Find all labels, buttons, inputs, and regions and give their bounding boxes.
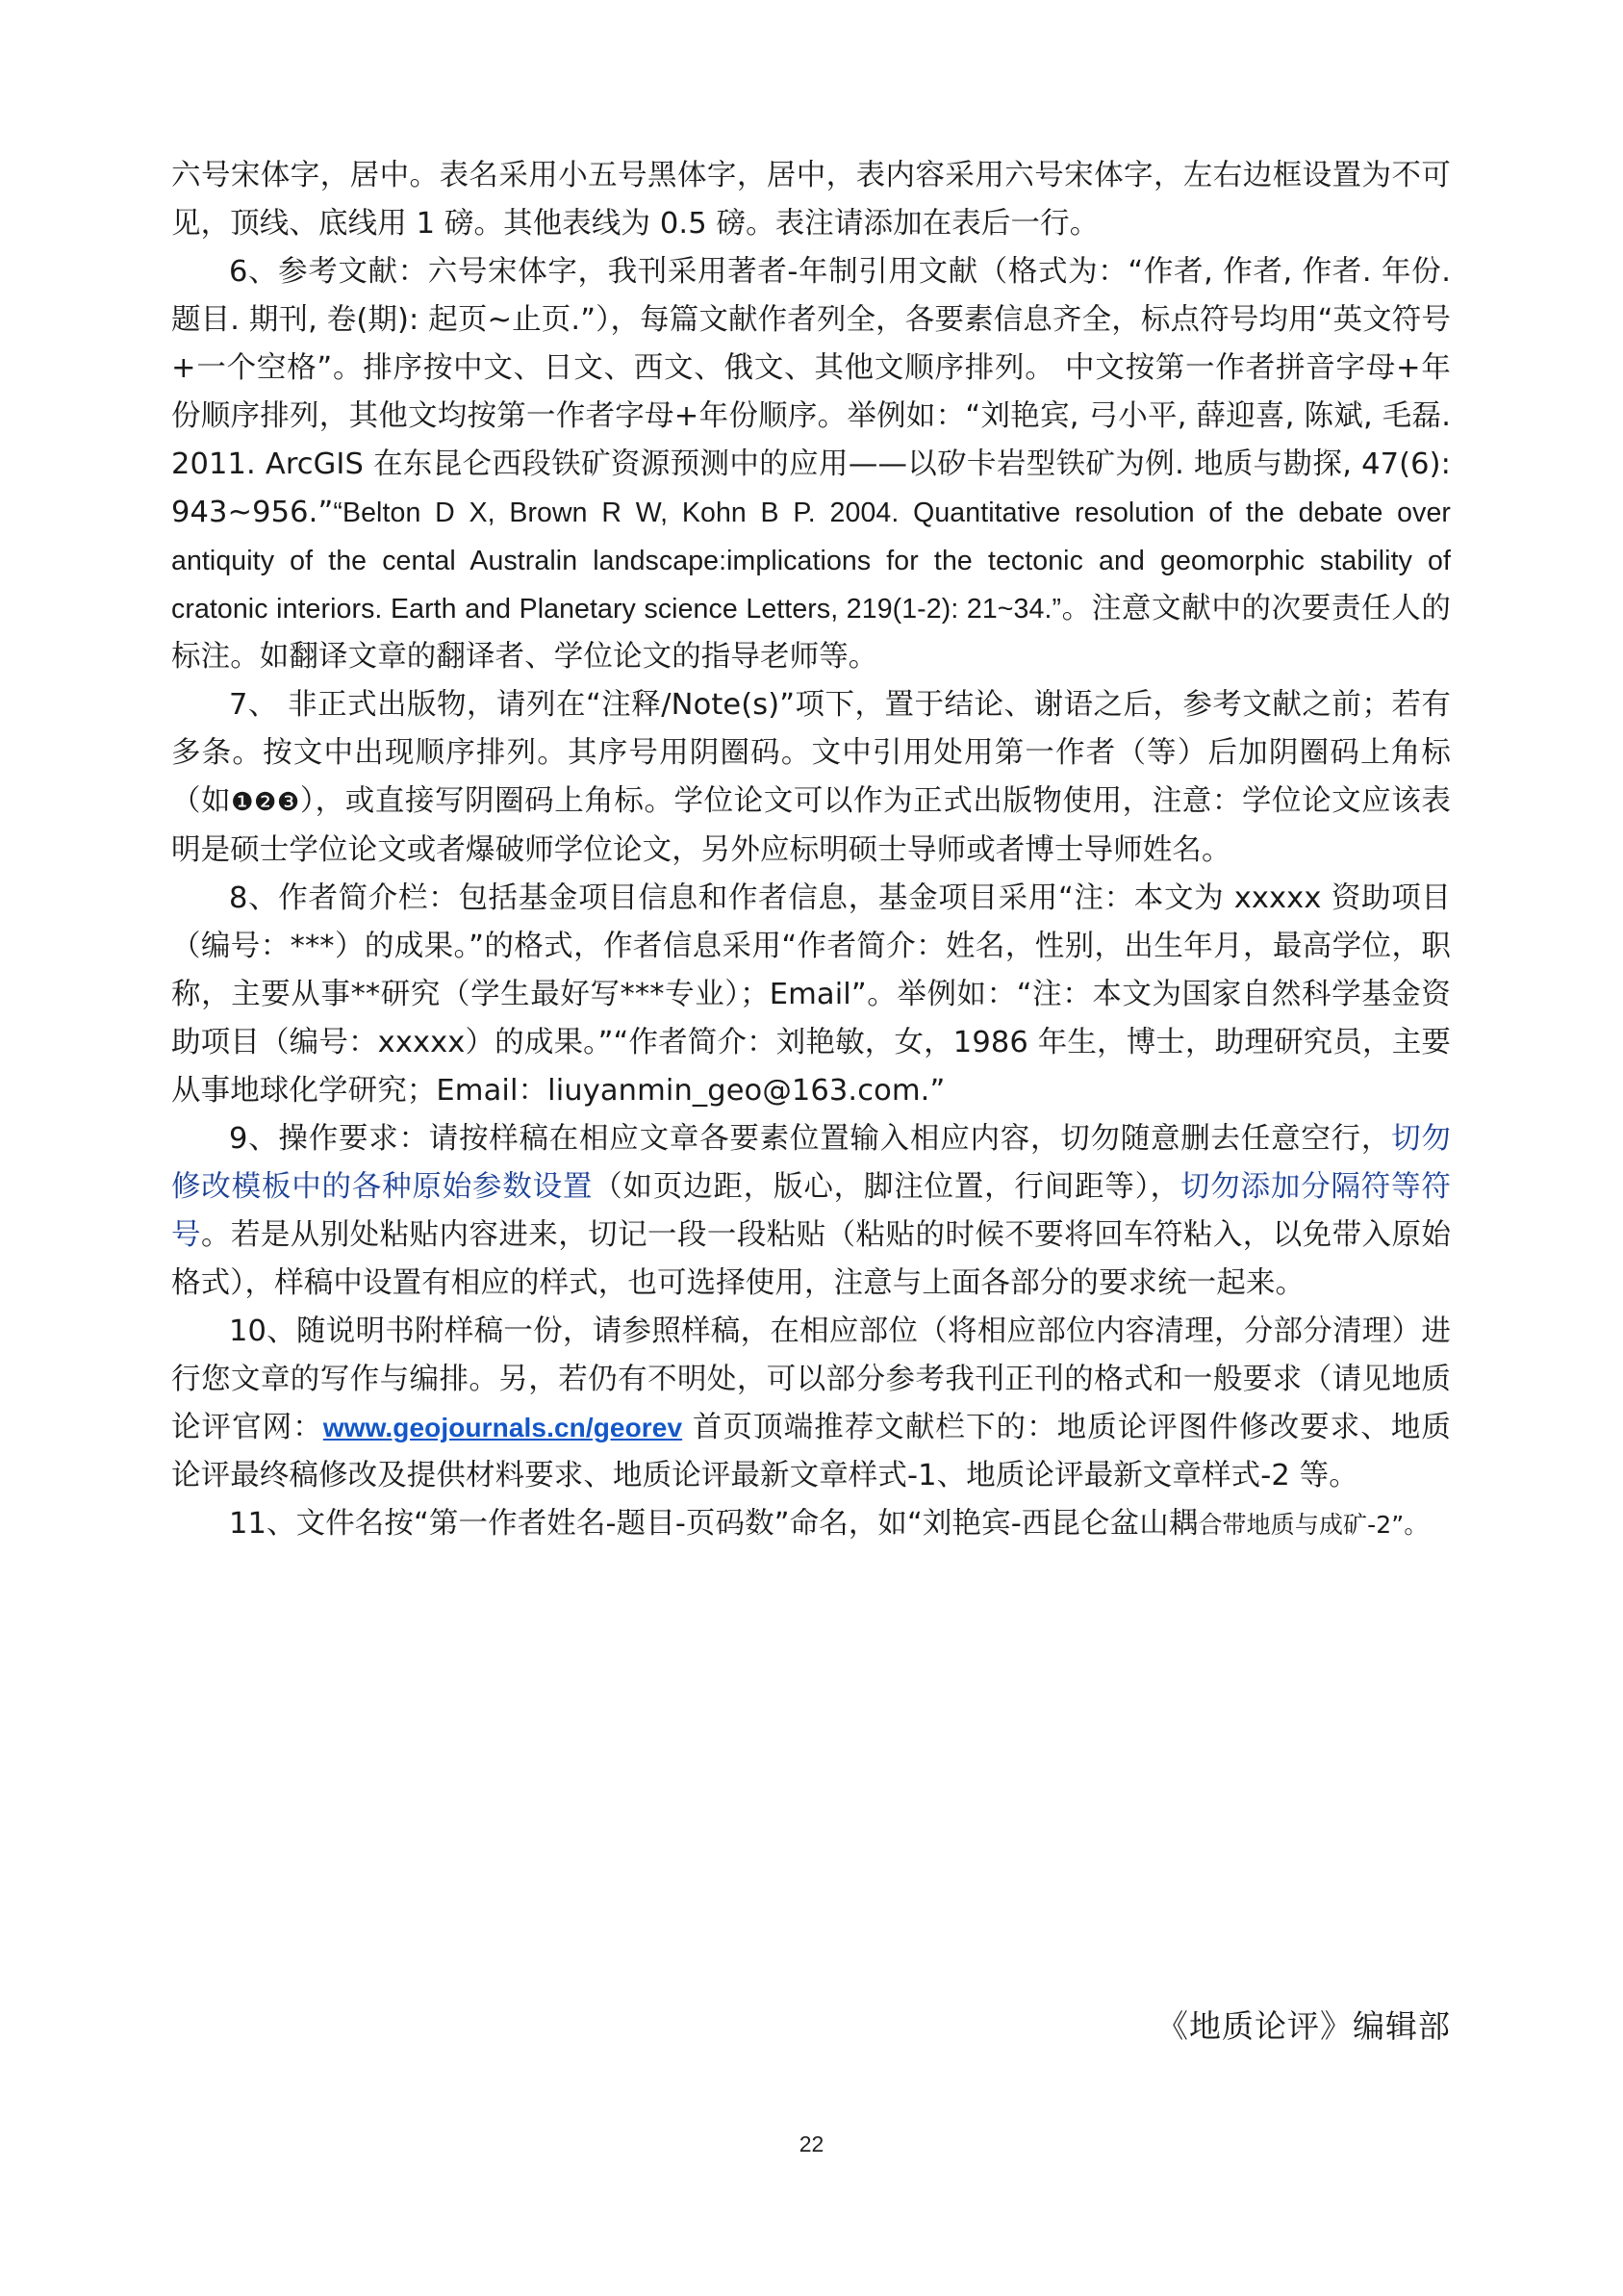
georev-website-link[interactable]: www.geojournals.cn/georev (322, 1413, 683, 1442)
paragraph-tables-continued: 六号宋体字，居中。表名采用小五号黑体字，居中，表内容采用六号宋体字，左右边框设置为不可见，顶线、底线用 1 磅。其他表线为 0.5 磅。表注请添加在表后一行。 (171, 159, 1451, 241)
circled-note-marks: ❶❷❸ (231, 788, 300, 817)
paragraph-item-10 (171, 1308, 1451, 1500)
editorial-office-signature: 《地质论评》编辑部 (1156, 2007, 1451, 2045)
item-11-text-part-1: 11、文件名按“第一作者姓名-题目-页码数”命名，如“刘艳宾-西昆仑盆山耦 (229, 1507, 1199, 1541)
paragraph-item-11 (171, 1500, 1451, 1549)
item-9-text-part-2: （如页边距，版心，脚注位置，行间距等）， (593, 1170, 1180, 1204)
item-6-text-part-2: 。注意文献中的次要责任人的标注。如翻译文章的翻译者、学位论文的指导老师等。 (171, 592, 1451, 674)
item-9-text-part-3: 。若是从别处粘贴内容进来，切记一段一段粘贴（粘贴的时候不要将回车符粘入，以免带入原始格式），样稿中设置有相应的样式，也可选择使用，注意与上面各部分的要求统一起来。 (171, 1218, 1451, 1300)
item-6-text-part-1: 6、参考文献：六号宋体字，我刊采用著者-年制引用文献（格式为：“作者, 作者, 作者. 年份. 题目. 期刊, 卷(期): 起页~止页.”），每篇文献作者列全，各要素信息齐全，标点符号均用“英文符号+一个空格”。排序按中文、日文、西文、俄文、其他文顺序排列。 中文按第一作者拼音字母+年份顺序排列，其他文均按第一作者字母+年份顺序。举例如：“刘艳宾, 弓小平, 薛迎喜, 陈斌, 毛磊. 2011. ArcGIS 在东昆仑西段铁矿资源预测中的应用——以矽卡岩型铁矿为例. 地质与勘探, 47(6): 943~956.” (171, 255, 1452, 529)
item-7-text-part-1: 7、 非正式出版物，请列在“注释/Note(s)”项下，置于结论、谢语之后，参考文献之前；若有多条。按文中出现顺序排列。其序号用阴圈码。文中引用处用第一作者（等）后加阴圈码上角标（如 (171, 688, 1451, 818)
paragraph-item-6 (171, 248, 1451, 681)
item-9-emphasis-1: 切勿修改模板中的各种原始参数设置 (171, 1122, 1451, 1204)
paragraph-item-8: 8、作者简介栏：包括基金项目信息和作者信息，基金项目采用“注：本文为 xxxxx 资助项目（编号：***）的成果。”的格式，作者信息采用“作者简介：姓名，性别，出生年月，最高学位，职称，主要从事**研究（学生最好写***专业）；Email”。举例如：“注：本文为国家自然科学基金资助项目（编号：xxxxx）的成果。”“作者简介：刘艳敏，女，1986 年生，博士，助理研究员，主要从事地球化学研究；Email：liuyanmin_geo@163.com.” (171, 881, 1451, 1108)
paragraph-item-7 (171, 681, 1451, 875)
item-10-text-part-1: 10、随说明书附样稿一份，请参照样稿，在相应部位（将相应部位内容清理，分部分清理）进行您文章的写作与编排。另，若仍有不明处，可以部分参考我刊正刊的格式和一般要求（请见地质论评官网： (171, 1314, 1451, 1444)
item-6-english-reference: “Belton D X, Brown R W, Kohn B P. 2004. Quantitative resolution of the debate over antiquity of the cental Australin landscape:implications for the tectonic and geomorphic stability of cratonic interiors. Earth and Planetary science Letters, 219(1-2): 21~34.” (171, 497, 1451, 625)
paragraph-item-9 (171, 1115, 1451, 1308)
item-10-text-part-2: 首页顶端推荐文献栏下的：地质论评图件修改要求、地质论评最终稿修改及提供材料要求、地质论评最新文章样式-1、地质论评最新文章样式-2 等。 (171, 1411, 1451, 1492)
page-body (171, 152, 1451, 1549)
item-9-text-part-1: 9、操作要求：请按样稿在相应文章各要素位置输入相应内容，切勿随意删去任意空行， (229, 1122, 1392, 1156)
item-11-text-small: 合带地质与成矿-2”。 (1198, 1511, 1429, 1539)
item-9-emphasis-2: 切勿添加分隔符等符号 (171, 1170, 1452, 1252)
item-7-text-part-2: ），或直接写阴圈码上角标。学位论文可以作为正式出版物使用，注意：学位论文应该表明是硕士学位论文或者爆破师学位论文，另外应标明硕士导师或者博士导师姓名。 (171, 784, 1451, 867)
page-number: 22 (799, 2131, 824, 2156)
